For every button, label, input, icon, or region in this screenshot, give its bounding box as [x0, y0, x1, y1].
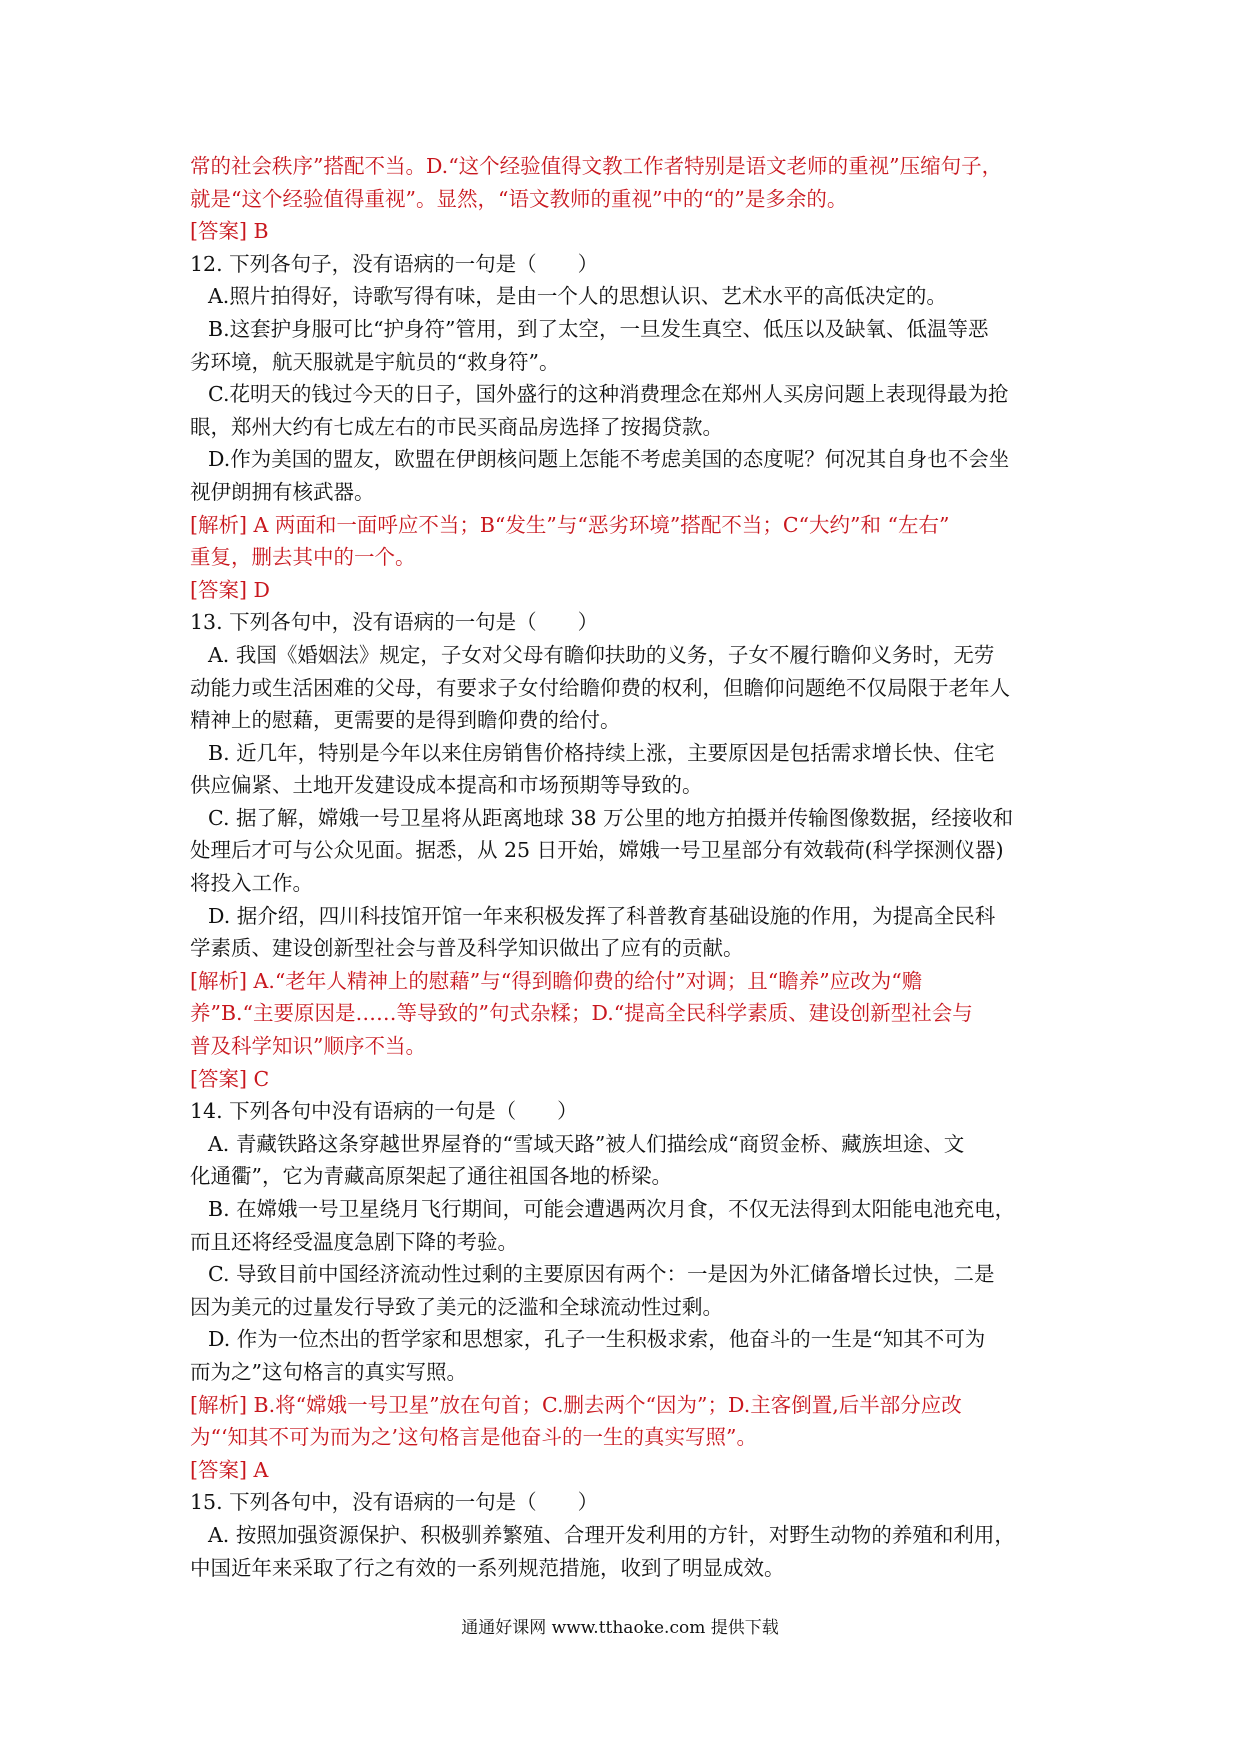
text-line: 而为之”这句格言的真实写照。 [190, 1359, 467, 1384]
text-line: 将投入工作。 [190, 871, 313, 896]
text-line: 而且还将经受温度急剧下降的考验。 [190, 1229, 518, 1254]
text-line: 动能力或生活困难的父母，有要求子女付给瞻仰费的权利，但瞻仰问题绝不仅局限于老年人 [190, 675, 1010, 700]
text-line: A.照片拍得好，诗歌写得有味，是由一个人的思想认识、艺术水平的高低决定的。 [208, 284, 947, 309]
analysis-line: [解析] A.“老年人精神上的慰藉”与“得到瞻仰费的给付”对调；且“瞻养”应改为“赡 [190, 968, 923, 993]
analysis-line: [解析] B.将“嫦娥一号卫星”放在句首；C.删去两个“因为”；D.主客倒置,后半部分应改 [190, 1392, 962, 1417]
text-line: D.作为美国的盟友，欧盟在伊朗核问题上怎能不考虑美国的态度呢？何况其自身也不会坐 [208, 447, 1010, 472]
text-line: A. 我国《婚姻法》规定，子女对父母有瞻仰扶助的义务，子女不履行瞻仰义务时，无劳 [208, 642, 995, 667]
text-line: 中国近年来采取了行之有效的一系列规范措施，收到了明显成效。 [190, 1555, 785, 1580]
analysis-line: 常的社会秩序”搭配不当。D.“这个经验值得文教工作者特别是语文老师的重视”压缩句子， [190, 154, 1003, 178]
text-line: B. 近几年，特别是今年以来住房销售价格持续上涨，主要原因是包括需求增长快、住宅 [208, 740, 995, 765]
text-line: C.花明天的钱过今天的日子，国外盛行的这种消费理念在郑州人买房问题上表现得最为抢 [208, 382, 1009, 407]
analysis-line: 就是“这个经验值得重视”。显然，“语文教师的重视”中的“的”是多余的。 [190, 186, 848, 211]
analysis-line: 普及科学知识”顺序不当。 [190, 1034, 426, 1059]
page-footer: 通通好课网 www.tthaoke.com 提供下载 [461, 1618, 779, 1638]
text-line: 因为美元的过量发行导致了美元的泛滥和全球流动性过剩。 [190, 1294, 723, 1319]
text-line: 13. 下列各句中，没有语病的一句是（ ） [190, 610, 599, 635]
analysis-line: [解析] A 两面和一面呼应不当；B“发生”与“恶劣环境”搭配不当；C“大约”和 “左右” [190, 512, 950, 537]
text-line: D. 作为一位杰出的哲学家和思想家，孔子一生积极求索，他奋斗的一生是“知其不可为 [208, 1327, 986, 1352]
text-line: 处理后才可与公众见面。据悉，从 25 日开始，嫦娥一号卫星部分有效载荷(科学探测仪器) [190, 838, 1004, 863]
analysis-line: 为“‘知其不可为而为之’这句格言是他奋斗的一生的真实写照”。 [190, 1425, 757, 1450]
text-line: 学素质、建设创新型社会与普及科学知识做出了应有的贡献。 [190, 936, 744, 961]
analysis-line: [答案] A [190, 1457, 269, 1482]
analysis-line: [答案] B [190, 219, 269, 244]
text-line: 劣环境，航天服就是宇航员的“救身符”。 [190, 349, 560, 374]
text-line: D. 据介绍，四川科技馆开馆一年来积极发挥了科普教育基础设施的作用，为提高全民科 [208, 903, 996, 928]
text-line: A. 按照加强资源保护、积极驯养繁殖、合理开发利用的方针，对野生动物的养殖和利用， [208, 1522, 1015, 1547]
text-line: C. 据了解，嫦娥一号卫星将从距离地球 38 万公里的地方拍摄并传输图像数据，经接收和 [208, 805, 1014, 830]
text-line: 15. 下列各句中，没有语病的一句是（ ） [190, 1490, 599, 1515]
text-line: C. 导致目前中国经济流动性过剩的主要原因有两个：一是因为外汇储备增长过快，二是 [208, 1262, 995, 1287]
text-line: 供应偏紧、土地开发建设成本提高和市场预期等导致的。 [190, 773, 703, 798]
analysis-line: 养”B.“主要原因是……等导致的”句式杂糅；D.“提高全民科学素质、建设创新型社会与 [190, 1001, 973, 1026]
text-line: 眼，郑州大约有七成左右的市民买商品房选择了按揭贷款。 [190, 414, 723, 439]
text-line: A. 青藏铁路这条穿越世界屋脊的“雪域天路”被人们描绘成“商贸金桥、藏族坦途、文 [208, 1131, 965, 1156]
text-line: 12. 下列各句子，没有语病的一句是（ ） [190, 251, 599, 276]
document-body [190, 150, 1070, 1584]
text-line: 视伊朗拥有核武器。 [190, 479, 375, 504]
text-line: 14. 下列各句中没有语病的一句是（ ） [190, 1099, 578, 1124]
text-line: 化通衢”，它为青藏高原架起了通往祖国各地的桥梁。 [190, 1164, 672, 1189]
text-line: 精神上的慰藉，更需要的是得到瞻仰费的给付。 [190, 708, 621, 733]
analysis-line: 重复，删去其中的一个。 [190, 545, 416, 570]
analysis-line: [答案] D [190, 577, 270, 602]
analysis-line: [答案] C [190, 1066, 270, 1091]
text-line: B.这套护身服可比“护身符”管用，到了太空，一旦发生真空、低压以及缺氧、低温等恶 [208, 316, 989, 341]
text-line: B. 在嫦娥一号卫星绕月飞行期间，可能会遭遇两次月食，不仅无法得到太阳能电池充电， [208, 1197, 1016, 1221]
